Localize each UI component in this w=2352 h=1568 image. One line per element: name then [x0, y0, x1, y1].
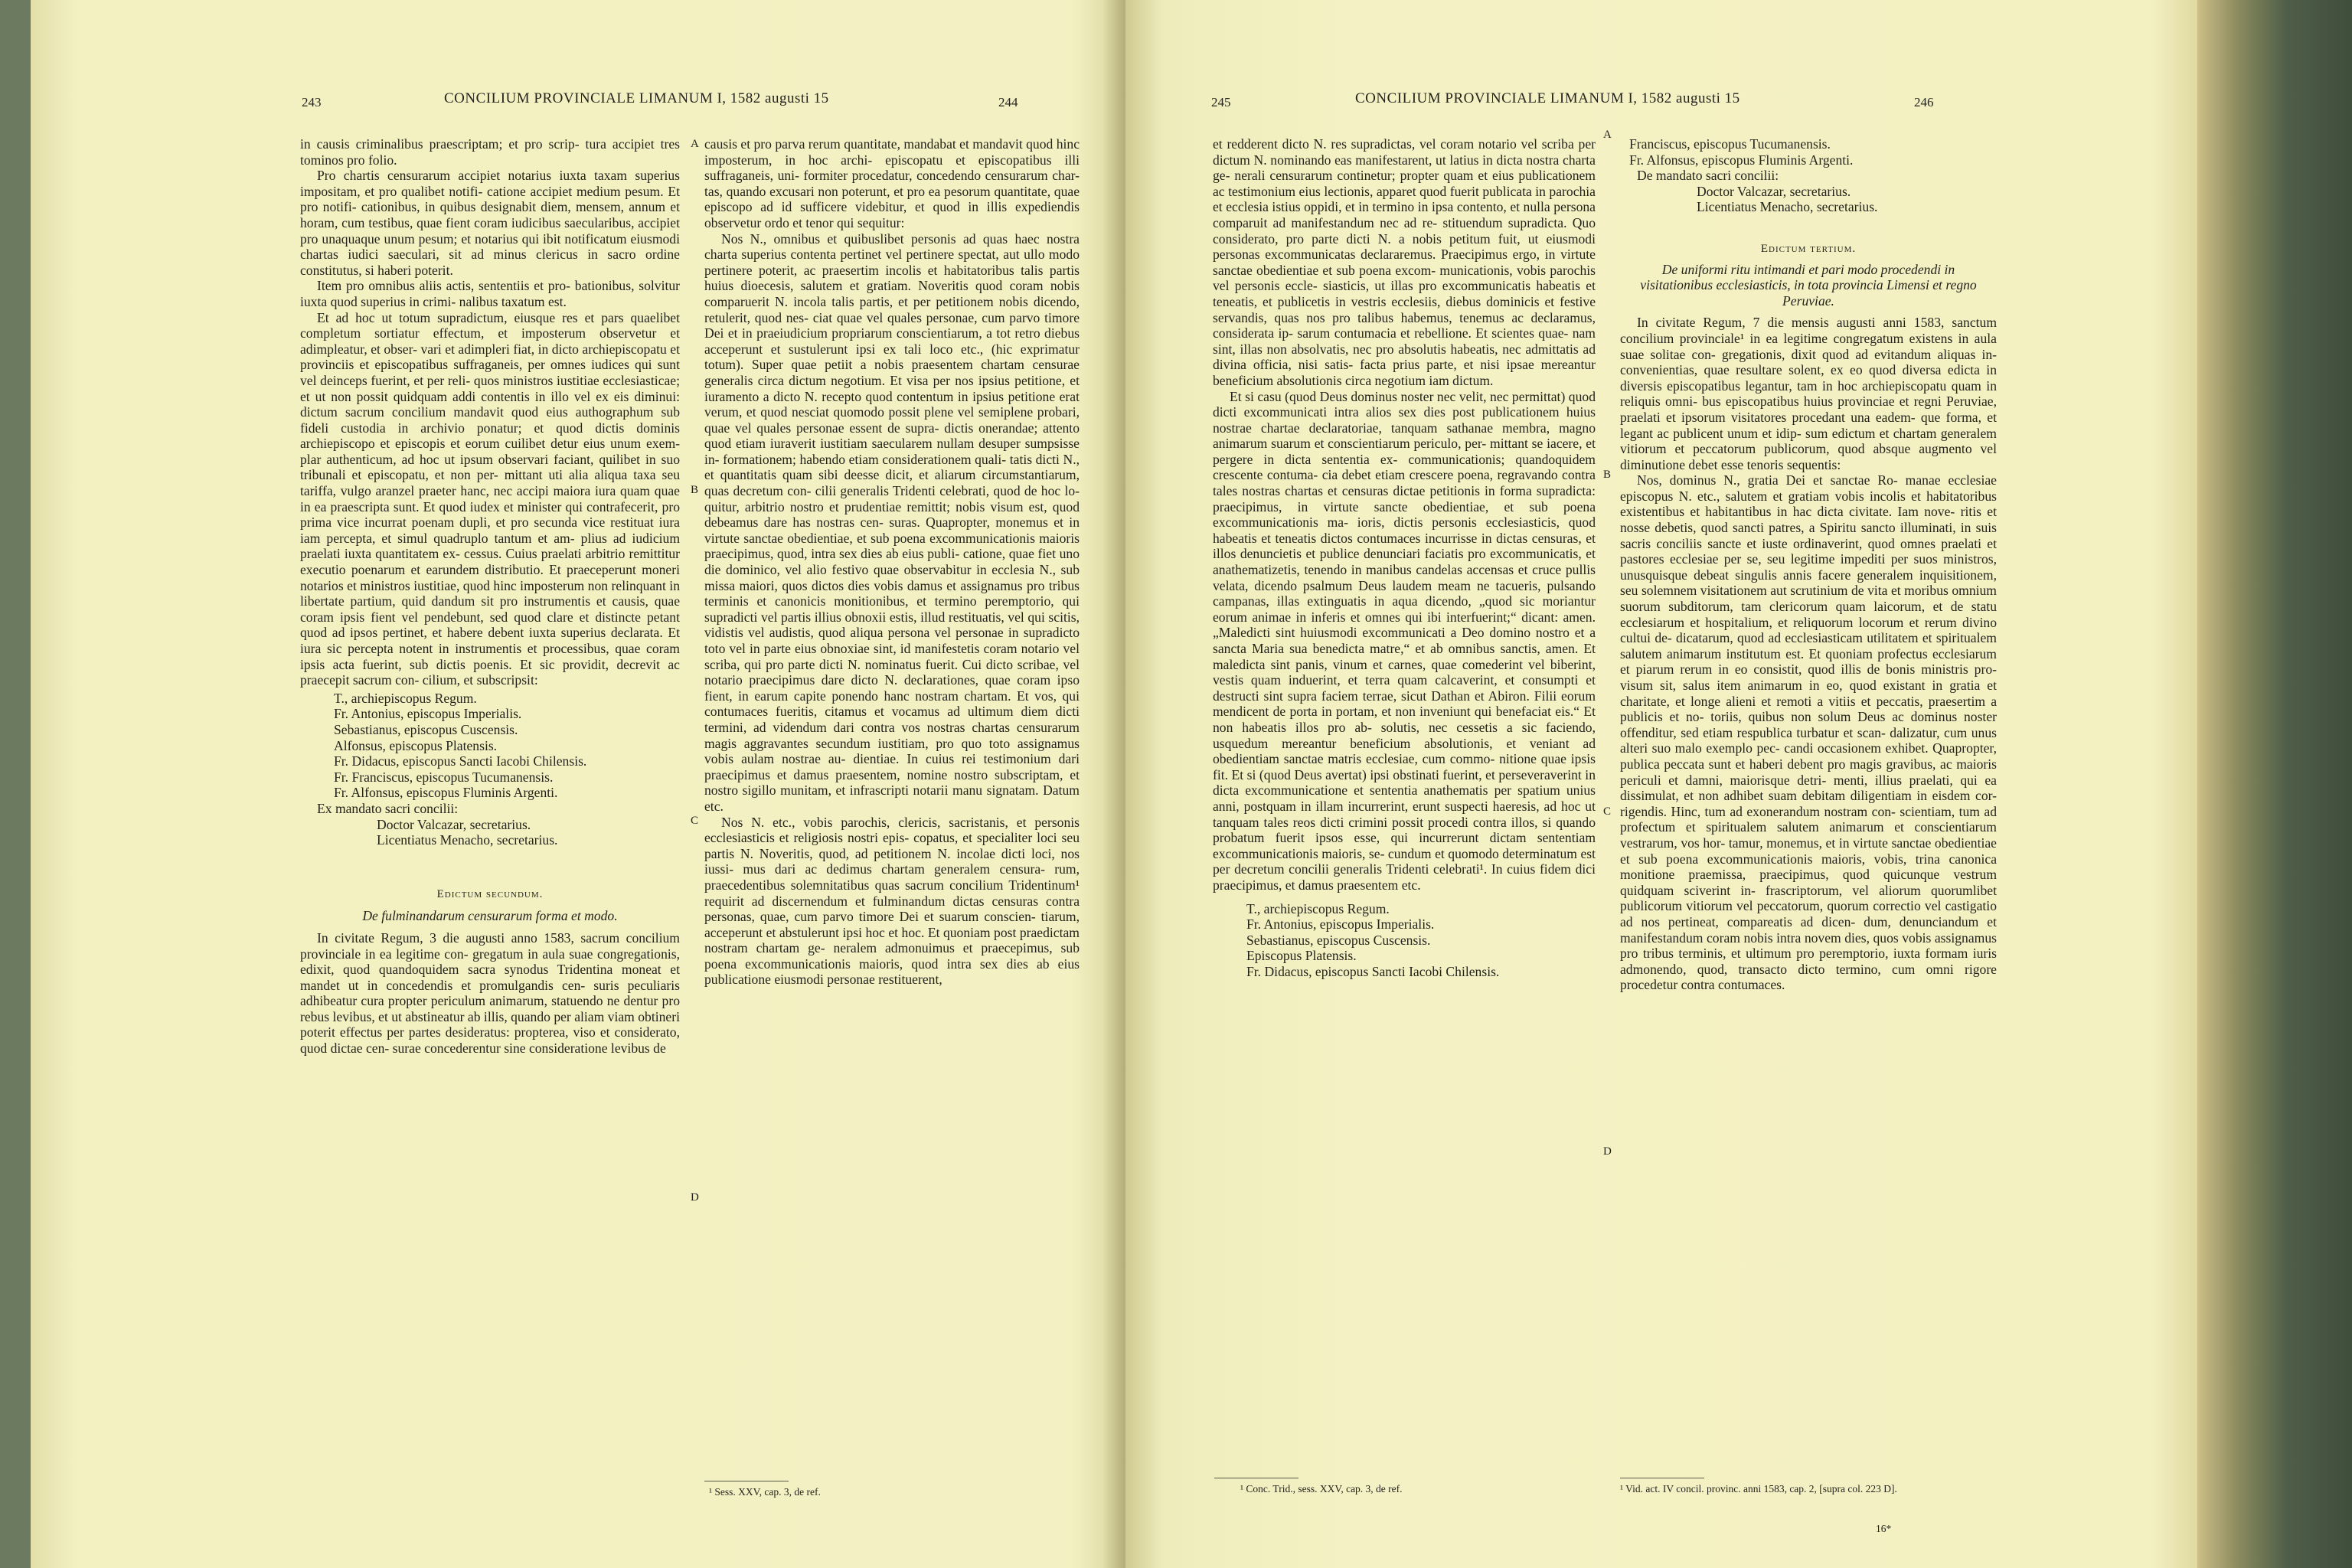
- signatory: Sebastianus, episcopus Cuscensis.: [1246, 932, 1431, 948]
- margin-letter: C: [691, 815, 699, 827]
- edict-title: De uniformi ritu intimandi et pari modo procedendi in visitationibus ecclesiasticis, in tota provincia Limensi et regno Peruviae.: [1640, 261, 1977, 309]
- column-left: [300, 136, 680, 1057]
- signatory: Fr. Franciscus, episcopus Tucumanensis.: [334, 769, 554, 785]
- paragraph: causis et pro parva rerum quantitate, mandabat et mandavit quod hinc imposterum, in hoc archi- episcopatu et episcopatibus illi suffraganeis, uni- formiter procedatur, concedendo censurarum char- tas, quando excusari non poterunt, et pro ea pesorum quantitate, quae episcopo ad id sufficere videbitur, et quod in illis expediendis observetur ordo et tenor qui sequitur:: [704, 136, 1080, 230]
- secretary: Licentiatus Menacho, secretarius.: [1697, 199, 1878, 215]
- margin-letter: D: [691, 1191, 699, 1204]
- book-edge-right: [2190, 0, 2352, 1568]
- paragraph: Pro chartis censurarum accipiet notarius iuxta taxam superius impositam, et pro qualibet notifi- catione accipiet medium pesum. Et pro notifi- cationibus, in quibus designabit diem, mensem, annum et horam, cum testibus, quae fient coram iudicibus saecularibus, accipiet pro unaquaque unum pesum; et notarius qui ibit notificatum eiusmodi chartas iudici saeculari, sit ad minus clericus in sacro ordine constitutus, si haberi poterit.: [300, 168, 680, 278]
- page-number: 246: [1914, 95, 1934, 109]
- page-number: 244: [998, 95, 1018, 109]
- secretary: Doctor Valcazar, secretarius.: [377, 816, 531, 832]
- paragraph: in causis criminalibus praescriptam; et pro scrip- tura accipiet tres tominos pro folio.: [300, 136, 680, 168]
- signatory: Franciscus, episcopus Tucumanensis.: [1629, 136, 1831, 152]
- signatory: Fr. Didacus, episcopus Sancti Iacobi Chilensis.: [334, 753, 587, 769]
- edict-title: De fulminandarum censurarum forma et modo.: [362, 908, 618, 924]
- mandate: Ex mandato sacri concilii:: [317, 800, 459, 816]
- signatory: Alfonsus, episcopus Platensis.: [334, 737, 498, 753]
- paragraph: Nos N. etc., vobis parochis, clericis, sacristanis, et personis ecclesiasticis et religiosis nostri epis- copatus, et specialiter loci seu partis N. Noveritis, quod, ad petitionem N. incolae dicti loci, nos iussi- mus dari ac dedimus chartam generalem censura- rum, praecedentibus solemnitatibus quas sacrum concilium Tridentinum¹ requirit ad discernendum et fulminandum dictas censuras contra personas, quae, cum parvo timore Dei et suarum conscien- tiarum, acceperunt et abstulerunt ipsi hoc et hoc. Et quoniam post praedictam nostram chartam ge- neralem admonuimus et praecepimus, sub poena excommunicationis maioris, quod intra sex dies ab eius publicatione eiusmodi personae restituerent,: [704, 814, 1080, 988]
- paragraph: In civitate Regum, 7 die mensis augusti anni 1583, sanctum concilium provinciale¹ in ea legitime congregatum existens in aula suae solitae con- gregationis, dixit quod ad evitandum aliquas in- convenientias, quae resultare solent, ex eo quod diversa edicta in diversis episcopatibus legantur, tam in hoc archiepiscopatu quam in reliquis omni- bus episcopatibus huius provinciae et regni Peruviae, praelati et ipsorum visitatores procedant una eadem- que forma, et legant ac publicent unum et idip- sum edictum et chartam generalem vitiorum et peccatorum publicorum, quod absque augmento vel diminutione debet esse tenoris sequentis:: [1620, 315, 1997, 472]
- signatory: Fr. Antonius, episcopus Imperialis.: [334, 706, 522, 722]
- signatory: Fr. Didacus, episcopus Sancti Iacobi Chilensis.: [1246, 963, 1500, 979]
- edict-heading: Edictum tertium.: [1760, 242, 1857, 255]
- signatory: T., archiepiscopus Regum.: [1246, 900, 1390, 916]
- book-edge-left: [0, 0, 31, 1568]
- secretary: Licentiatus Menacho, secretarius.: [377, 832, 558, 848]
- margin-letter: A: [1603, 129, 1612, 141]
- left-page: [31, 0, 1125, 1568]
- column-left: [1213, 136, 1596, 979]
- column-right: [1620, 136, 1997, 993]
- paragraph: Et ad hoc ut totum supradictum, eiusque res et pars quaelibet completum sortiatur effectum, et imposterum observetur et adimpleatur, et obser- vari et adimpleri fiat, in dicto archiepiscopatu et provinciis et episcopatibus suffraganeis, per omnes iudices qui sunt vel deinceps fuerint, et per reli- quos ministros iustitiae ecclesiasticae; et ut non possit quidquam addi contentis in illo vel ex eis diminui: dictum sacrum concilium mandavit quod eius authographum sub fideli custodia in archivio ponatur; et quod dictis dominis archiepiscopo et episcopis et eorum cuilibet detur eius unum exem- plar authenticum, ad hoc ut ipsum observari faciant, quilibet in suo tribunali et episcopatu, et non per- mittant uti alia aliqua taxa seu tariffa, vulgo aranzel praeter hanc, nec accipi maiora iura quam quae in ea praescripta sunt. Et quod iudex et minister qui contrafecerit, pro prima vice incurrat poenam dupli, et pro secunda vice restituat iura iam percepta, et simul quadruplo tantum et am- plius ad iudicium praelati iuxta quantitatem ex- cessus. Cuius praelati arbitrio remittitur executio poenarum et earundem distributio. Et praeceperunt moneri notarios et ministros iustitiae, quod hinc imposterum non relinquant in libertate partium, quid dandum sit pro instrumentis et causis, quae coram ipsis fient vel pendebunt, sed quod clare et distincte petant quod ad ipsos pertinet, et habere debent iuxta superius declarata. Et iura sic percepta notent in instrumentis et processibus, quae coram ipsis acta fuerint, sub dictis poenis. Et sic providit, decrevit ac praecepit sacrum con- cilium, et subscripsit:: [300, 309, 680, 688]
- paragraph: Et si casu (quod Deus dominus noster nec velit, nec permittat) quod dicti excommunicati intra alios sex dies post publicationem huius nostrae chartae declaratoriae, tanquam sathanae membra, magno animarum suarum et conscientiarum periculo, per- mittant se iacere, et pergere in dicta sententia ex- communicationis; quandoquidem crescente contuma- cia debet etiam crescere poena, regravando contra tales nostras chartas et censuras dictae petitionis in forma supradicta: praecipimus, in virtute sancte obedientiae, et sub poena excommunicationis ma- ioris, dictis personis ecclesiasticis, quod habeatis et teneatis dictos contumaces incurrisse in dictas censuras, et illos denuncietis et publice denunciari faciatis pro excommunicatis, et anathematizetis, tenendo in manibus candelas accensas et cruce pullis velata, dicendo psalmum Deus laudem meam ne tacueris, pulsando campanas, illas extinguatis in aqua dicendo, „quod sic moriantur eorum animae in inferis et omnes qui ibi interfuerint;“ dicant: amen. „Maledicti sint huiusmodi excommunicati a Deo domino nostro et a sancta Maria sua benedicta matre,“ et ab omnibus sanctis, amen. Et maledicta sint panis, vinum et carnes, quae comederint vel biberint, vestis quam induerint, et terra quam calcaverint, et consumpti et destructi sint supra faciem terrae, sicut Dathan et Abiron. Filii eorum mendicent de porta in portam, et non inveniunt qui benefaciat eis.“ Et non habeatis illos pro ab- solutis, nec cessetis a sic faciendo, usquedum mereantur beneficium absolutionis, et veniant ad obedientiam sanctae matris ecclesiae, cum commo- nitione quae ipsis fit. Et si (quod Deus avertat) ipsi obstinati fuerint, et perseveraverint in dicta excommunicatione et sententia anathematis per spatium unius anni, postquam in illam incurrerint, erunt suspecti haeresis, ad hoc ut tanquam tales reos dicti crimini possit procedi contra illos, si quando probatum fuerit ipsos esse, qui incurrerunt dictam sententiam excommunicationis maioris, se- cundum et quomodo determinatum est per decretum concilii generalis Tridenti celebrati¹. In cuius fidem dici praecipimus, et damus praesentem etc.: [1213, 388, 1596, 893]
- paragraph: Item pro omnibus aliis actis, sententiis et pro- bationibus, solvitur iuxta quod superius in crimi- nalibus taxatum est.: [300, 278, 680, 309]
- margin-letter: B: [691, 484, 699, 496]
- paragraph: In civitate Regum, 3 die augusti anno 1583, sacrum concilium provinciale in ea legitime con- gregatum in aula suae congregationis, edixit, quod quandoquidem sacra synodus Tridentina moneat et mandet ut in concedendis et promulgandis cen- suris peculiaris adhibeatur cura propter periculum animarum, statuendo ne dentur pro rebus levibus, et ut abstineatur ab illis, quando per aliam viam obtineri poterit effectus per partes desideratus: propterea, viso et considerato, quod dictae cen- surae concederentur sine consideratione levibus de: [300, 929, 680, 1057]
- page-number: 243: [302, 95, 322, 109]
- footnote: ¹ Vid. act. IV concil. provinc. anni 1583, cap. 2, [supra col. 223 D].: [1620, 1483, 1897, 1494]
- margin-letter: B: [1603, 469, 1612, 481]
- signature-mark: 16*: [1876, 1523, 1892, 1534]
- page-number: 245: [1211, 95, 1231, 109]
- paragraph: et redderent dicto N. res supradictas, vel coram notario vel scriba per dictum N. nominando eas manifestarent, ut latius in dicta nostra charta ge- nerali censurarum continetur; propter quam et eius publicationem ac testimonium eius lectionis, apparet quod fuerit publicata in parochia et ecclesia istius oppidi, et in termino in ipsa contento, et nulla persona comparuit ad manifestandum nec ad re- stituendum supradicta. Quo considerato, pro parte dicti N. a nobis petitum fuit, ut eiusmodi personas excommunicatas declararemus. Praecipimus ergo, in virtute sanctae obedientiae et sub poena excom- municationis, vobis parochis vel personis eccle- siasticis, ut illas pro excommunicatis habeatis et teneatis, et publicetis in vestris ecclesiis, diebus dominicis et festive servandis, quas nos pro talibus habemus, tenemus ac declaramus, considerata ip- sarum contumacia et rebellione. Et scientes quae- nam sint, illas non absolvatis, nec pro absolutis habeatis, nec admittatis ad divina officia, nisi satis- facta prius parte, et nisi ipsae mereantur beneficium absolutionis circa negotium iam dictum.: [1213, 136, 1596, 388]
- edict-heading: Edictum secundum.: [436, 887, 544, 900]
- secretary: Doctor Valcazar, secretarius.: [1697, 183, 1851, 199]
- footnote: ¹ Sess. XXV, cap. 3, de ref.: [709, 1486, 821, 1498]
- margin-letter: A: [691, 138, 699, 150]
- signatory: Fr. Antonius, episcopus Imperialis.: [1246, 916, 1435, 933]
- mandate: De mandato sacri concilii:: [1637, 168, 1779, 184]
- margin-letter: C: [1603, 805, 1612, 818]
- signatory: Fr. Alfonsus, episcopus Fluminis Argenti.: [1629, 152, 1854, 168]
- running-header: CONCILIUM PROVINCIALE LIMANUM I, 1582 augusti 15: [444, 90, 829, 106]
- margin-letter: D: [1603, 1145, 1612, 1158]
- column-right: [704, 136, 1080, 988]
- signatory: Episcopus Platensis.: [1246, 948, 1357, 964]
- paragraph: Nos, dominus N., gratia Dei et sanctae Ro- manae ecclesiae episcopus N. etc., salutem et gratiam vobis incolis et habitatoribus existentibus et habitantibus in hac dicta civitate. Iam nove- ritis et nosse debetis, quod sancti patres, a Spiritu sancto illuminati, in suis sacris conciliis sancte et iuste ordinaverint, quod omnes praelati et pastores ecclesiae per se, seu legitime impediti per suos ministros, unusquisque debeat singulis annis facere generalem inquisitionem, seu solemnem visitationem aut scrutinium de vita et moribus omnium suorum subditorum, tam clericorum quam laicorum, et de statu ecclesiarum et hospitalium, et reliquorum locorum et rerum divino cultui de- dicatarum, quod ad ecclesiasticam utilitatem et spiritualem salutem animarum institutum est. Et quoniam profectus ecclesiarum et piarum rerum in eo consistit, quod illis de bonis ministris pro- visum sit, salus item animarum in eo, quod existant in gratia et charitate, et longe alieni et remoti a vitiis et peccatis, praesertim a publicis et no- toriis, quibus non solum Deus ac dominus noster offenditur, sed etiam respublica turbatur et scan- dalizatur, cum unus alteri suo malo exemplo pec- candi occasionem exhibet. Quapropter, publica peccata sunt et haberi debent pro magis gravibus, ac maioris periculi et damni, maiorisque detri- menti, illius praelati, qui ea dissimulat, et non adhibet suam debitam diligentiam in eisdem cor- rigendis. Hinc, tum ad exonerandum nostram con- scientiam, tum ad profectum et spiritualem salutem animarum et conscientiarum vestrarum, vos hor- tamur, monemus, et in virtute sanctae obedientiae et sub poena excommunicationis maioris, vobis, trina canonica monitione praemissa, praecipimus, quod quicunque vestrum quidquam sciverint in- frascriptorum, vel aliorum quorumlibet publicorum vitiorum vel peccatorum, quorum correctio vel castigatio ad nos pertineat, compareatis ad dicen- dum, denunciandum et manifestandum coram nobis intra novem dies, quos vobis assignamus pro tribus terminis, et ultimum pro peremptorio, iuxta formam iuris admonendo, quod, transacto dicto termino, cum omni rigore procedetur contra contumaces.: [1620, 472, 1997, 993]
- signatory: T., archiepiscopus Regum.: [334, 690, 477, 706]
- footnote: ¹ Conc. Trid., sess. XXV, cap. 3, de ref.: [1240, 1483, 1403, 1494]
- paragraph: Nos N., omnibus et quibuslibet personis ad quas haec nostra charta superius contenta pertinet vel pertinere spectat, aut ullo modo pertinere poterit, ac praesertim incolis et habitatoribus talis partis huius dioecesis, salutem et gratiam. Noveritis quod coram nobis comparuerit N. incola talis partis, et per petitionem nobis dicendo, retulerit, quod nes- ciat quae vel quales personae, cum parvo timore Dei et in praeiudicium propriarum conscientiarum, a tot retro diebus acceperunt et sustulerunt ipsi ex tali loco etc., (hic exprimatur totum). Super quae petiit a nobis praesentem chartam censurae generalis circa dictum negotium. Et visa per nos ipsius petitione, et iuramento a dicto N. recepto quod contentum in ipsius petitione erat verum, et quod nesciat quomodo possit plene vel semiplene probari, quae vel quales personae essent de supra- dictis onerandae; attento quod etiam iuraverit iustitiam saecularem nullam desuper sumpsisse in- formationem; habendo etiam considerationem quali- tatis dicti N., et quantitatis quam sibi deesse dicit, et aliarum circumstantiarum, quas decretum con- cilii generalis Tridenti celebrati, quod de hoc lo- quitur, arbitrio nostro et prudentiae remittit; nobis visum est, quod debeamus dare has nostras cen- suras. Quapropter, monemus et in virtute sanctae obedientiae, et sub poena excommunicationis maioris praecipimus, quod, intra sex dies ab eius publi- catione, quae fiet uno die dominico, vel alio festivo quae observabitur in ecclesia N., sub missa maiori, quos dictos dies vobis damus et assignamus pro tribus terminis et canonicis monitionibus, et termino peremptorio, qui supradicti vel partis illius obnoxii estis, illud restituatis, vel qui scitis, vidistis vel audistis, quod aliqua persona vel personae in supradicto toto vel in parte eius obnoxiae sint, id manifestetis coram notario vel scriba, qui pro parte dicti N. nominatus fuerit. Cui dicto scribae, vel notario praecipimus dare dicto N. declarationes, quae coram ipso fient, in earum capite ponendo hanc nostram chartam. Et vos, qui contumaces fueritis, citamus et vocamus ad ultimum diem dicti termini, ad videndum dari contra vos nostras chartas censurarum magis aggravantes secundum iustitiam, pro quo toto assignamus vobis aulam nostrae au- dientiae. In cuius rei testimonium dari praecipimus et damus praesentem, nomine nostro subscriptam, et nostro sigillo munitam, et infrascripti notarii manu signatam. Datum etc.: [704, 230, 1080, 814]
- signatory: Sebastianus, episcopus Cuscensis.: [334, 721, 518, 737]
- running-header: CONCILIUM PROVINCIALE LIMANUM I, 1582 augusti 15: [1355, 90, 1740, 106]
- signatory: Fr. Alfonsus, episcopus Fluminis Argenti.: [334, 785, 558, 801]
- right-page: [1125, 0, 2197, 1568]
